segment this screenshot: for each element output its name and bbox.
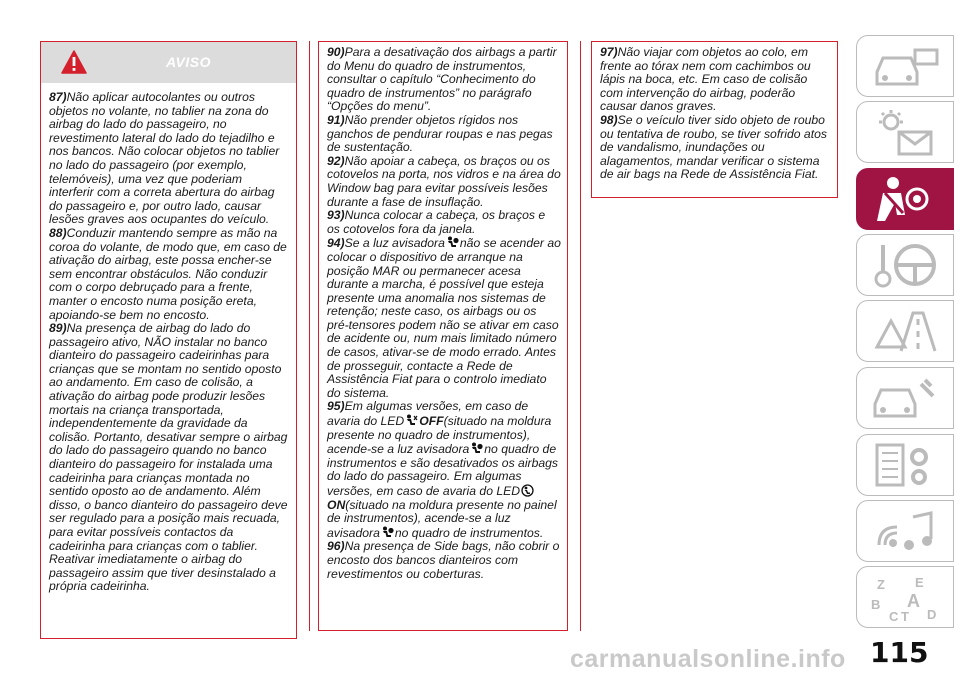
specs-gears-icon: [871, 441, 941, 491]
note-94: 94)Se a luz avisadora não se acender ao colocar o dispositivo de arranque na posição MAR ou permanecer acesa durante a marcha, é possível que esteja presente uma anomalia nos sistemas de retenção; neste caso, os airbags ou os pré-tensores podem não se ativar em caso de acidente ou, num mais limitado número de casos, ativar-se de modo errado. Antes de prosseguir, contacte a Rede de Assistência Fiat para o controlo imediato do sistema.: [327, 236, 561, 400]
index-letter: E: [915, 575, 924, 590]
aviso-title: AVISO: [165, 54, 212, 70]
warning-lights-icon: [871, 108, 941, 158]
column-divider: [309, 41, 310, 631]
index-letter: B: [871, 597, 881, 612]
note-92: 92)Não apoiar a cabeça, os braços ou os cotovelos na porta, nos vidros e na área do Window bag para evitar possíveis lesões durante a fase de insuflação.: [327, 153, 561, 209]
note-91: 91)Não prender objetos rígidos nos ganchos de pendurar roupas e nas pegas de sustentação.: [327, 112, 553, 155]
note-87: 87)Não aplicar autocolantes ou outros objetos no volante, no tablier na zona do airbag do lado do passageiro, no revestimento lateral do lado do tejadilho e nos bancos. Não colocar objetos no tablier no lado do passageiro (por exemplo, telemóveis), uma vez que poderiam interferir com a correta abertura do airbag do passageiro e, por outro lado, causar lesões graves aos ocupantes do veículo.: [49, 90, 280, 227]
notes-column-1: [49, 91, 290, 594]
chapter-tab-index[interactable]: [856, 566, 954, 628]
car-service-icon: [871, 374, 941, 424]
index-letter: Z: [877, 577, 885, 592]
car-dashboard-icon: [871, 42, 941, 92]
chapter-tab-starting-driving[interactable]: [856, 234, 954, 296]
multimedia-icon: [871, 507, 941, 557]
airbag-warning-light-icon: [381, 526, 394, 539]
chapter-tab-safety[interactable]: [856, 168, 954, 230]
column-divider: [580, 41, 581, 631]
alphabet-index-icon: [871, 573, 941, 623]
aviso-header: [41, 42, 296, 83]
chapter-tab-warnings[interactable]: [856, 101, 954, 163]
note-98: 98)Se o veículo tiver sido objeto de roubo ou tentativa de roubo, se tiver sofrido atos de vandalismo, inundações ou alagamentos, mandar verificar o sistema de air bags na Rede de Assistência Fiat.: [600, 112, 827, 182]
notes-box-2: [318, 41, 568, 631]
watermark: carmanualsonline.info: [570, 645, 846, 673]
page-number: 115: [870, 636, 929, 669]
passenger-airbag-off-icon: [405, 414, 418, 427]
index-letter: C: [889, 609, 899, 623]
airbag-warning-light-icon: [470, 442, 483, 455]
passenger-airbag-on-icon: [521, 484, 534, 497]
warning-box: [40, 41, 297, 639]
note-96: 96)Na presença de Side bags, não cobrir o encosto dos bancos dianteiros com revestimentos ou coberturas.: [327, 539, 560, 581]
chapter-tab-emergency[interactable]: [856, 300, 954, 362]
chapter-tab-maintenance[interactable]: [856, 367, 954, 429]
index-letter: T: [901, 609, 909, 623]
notes-column-2: [327, 46, 561, 581]
notes-box-3: [591, 41, 838, 198]
note-88: 88)Conduzir mantendo sempre as mão na coroa do volante, de modo que, em caso de ativação do airbag, este possa encher-se sem encontrar obstáculos. Não conduzir com o corpo debruçado para a frente, manter o encosto numa posição ereta, apoiando-se bem no encosto.: [49, 225, 287, 322]
road-warning-icon: [871, 307, 941, 357]
chapter-tab-technical-data[interactable]: [856, 434, 954, 496]
note-89: 89)Na presença de airbag do lado do passageiro ativo, NÃO instalar no banco dianteiro do passageiro cadeirinhas para crianças que se montam no sentido oposto ao andamento. Em caso de colisão, a ativação do airbag pode produzir lesões mortais na criança transportada, independentemente da gravidade da colisão. Portanto, desativar sempre o airbag do lado do passageiro quando no banco dianteiro do passageiro for instalada uma cadeirinha para crianças montada no sentido oposto ao de andamento. Além disso, o banco dianteiro do passageiro deve ser regulado para a posição mais recuada, para evitar possíveis contactos da cadeirinha para crianças com o tablier. Reativar imediatamente o airbag do passageiro assim que tiver desinstalado a própria cadeirinha.: [49, 321, 288, 594]
note-90: 90)Para a desativação dos airbags a partir do Menu do quadro de instrumentos, consultar o capítulo “Conhecimento do quadro de instrumentos” no parágrafo “Opções do menu”.: [327, 45, 557, 114]
chapter-tab-dashboard[interactable]: [856, 35, 954, 97]
note-97: 97)Não viajar com objetos ao colo, em frente ao tórax nem com cachimbos ou lápis na boca, etc. Em caso de colisão com intervenção do airbag, poderão causar danos graves.: [600, 45, 811, 114]
seatbelt-airbag-icon: [871, 175, 941, 225]
notes-column-3: [600, 46, 831, 182]
note-95: 95)Em algumas versões, em caso de avaria do LED OFF(situado na moldura presente no quadro de instrumentos), acende-se a luz avisadora no quadro de instrumentos e são desativados os airbags do lado do passageiro. Em algumas versões, em caso de avaria do LEDON(situado na moldura presente no painel de instrumentos), acende-se a luz avisadora no quadro de instrumentos.: [327, 399, 559, 540]
chapter-tab-multimedia[interactable]: [856, 500, 954, 562]
index-letter: A: [907, 591, 920, 611]
key-steering-wheel-icon: [871, 241, 941, 291]
index-letter: D: [927, 607, 937, 622]
note-93: 93)Nunca colocar a cabeça, os braços e os cotovelos fora da janela.: [327, 208, 546, 236]
airbag-warning-light-icon: [446, 236, 459, 249]
